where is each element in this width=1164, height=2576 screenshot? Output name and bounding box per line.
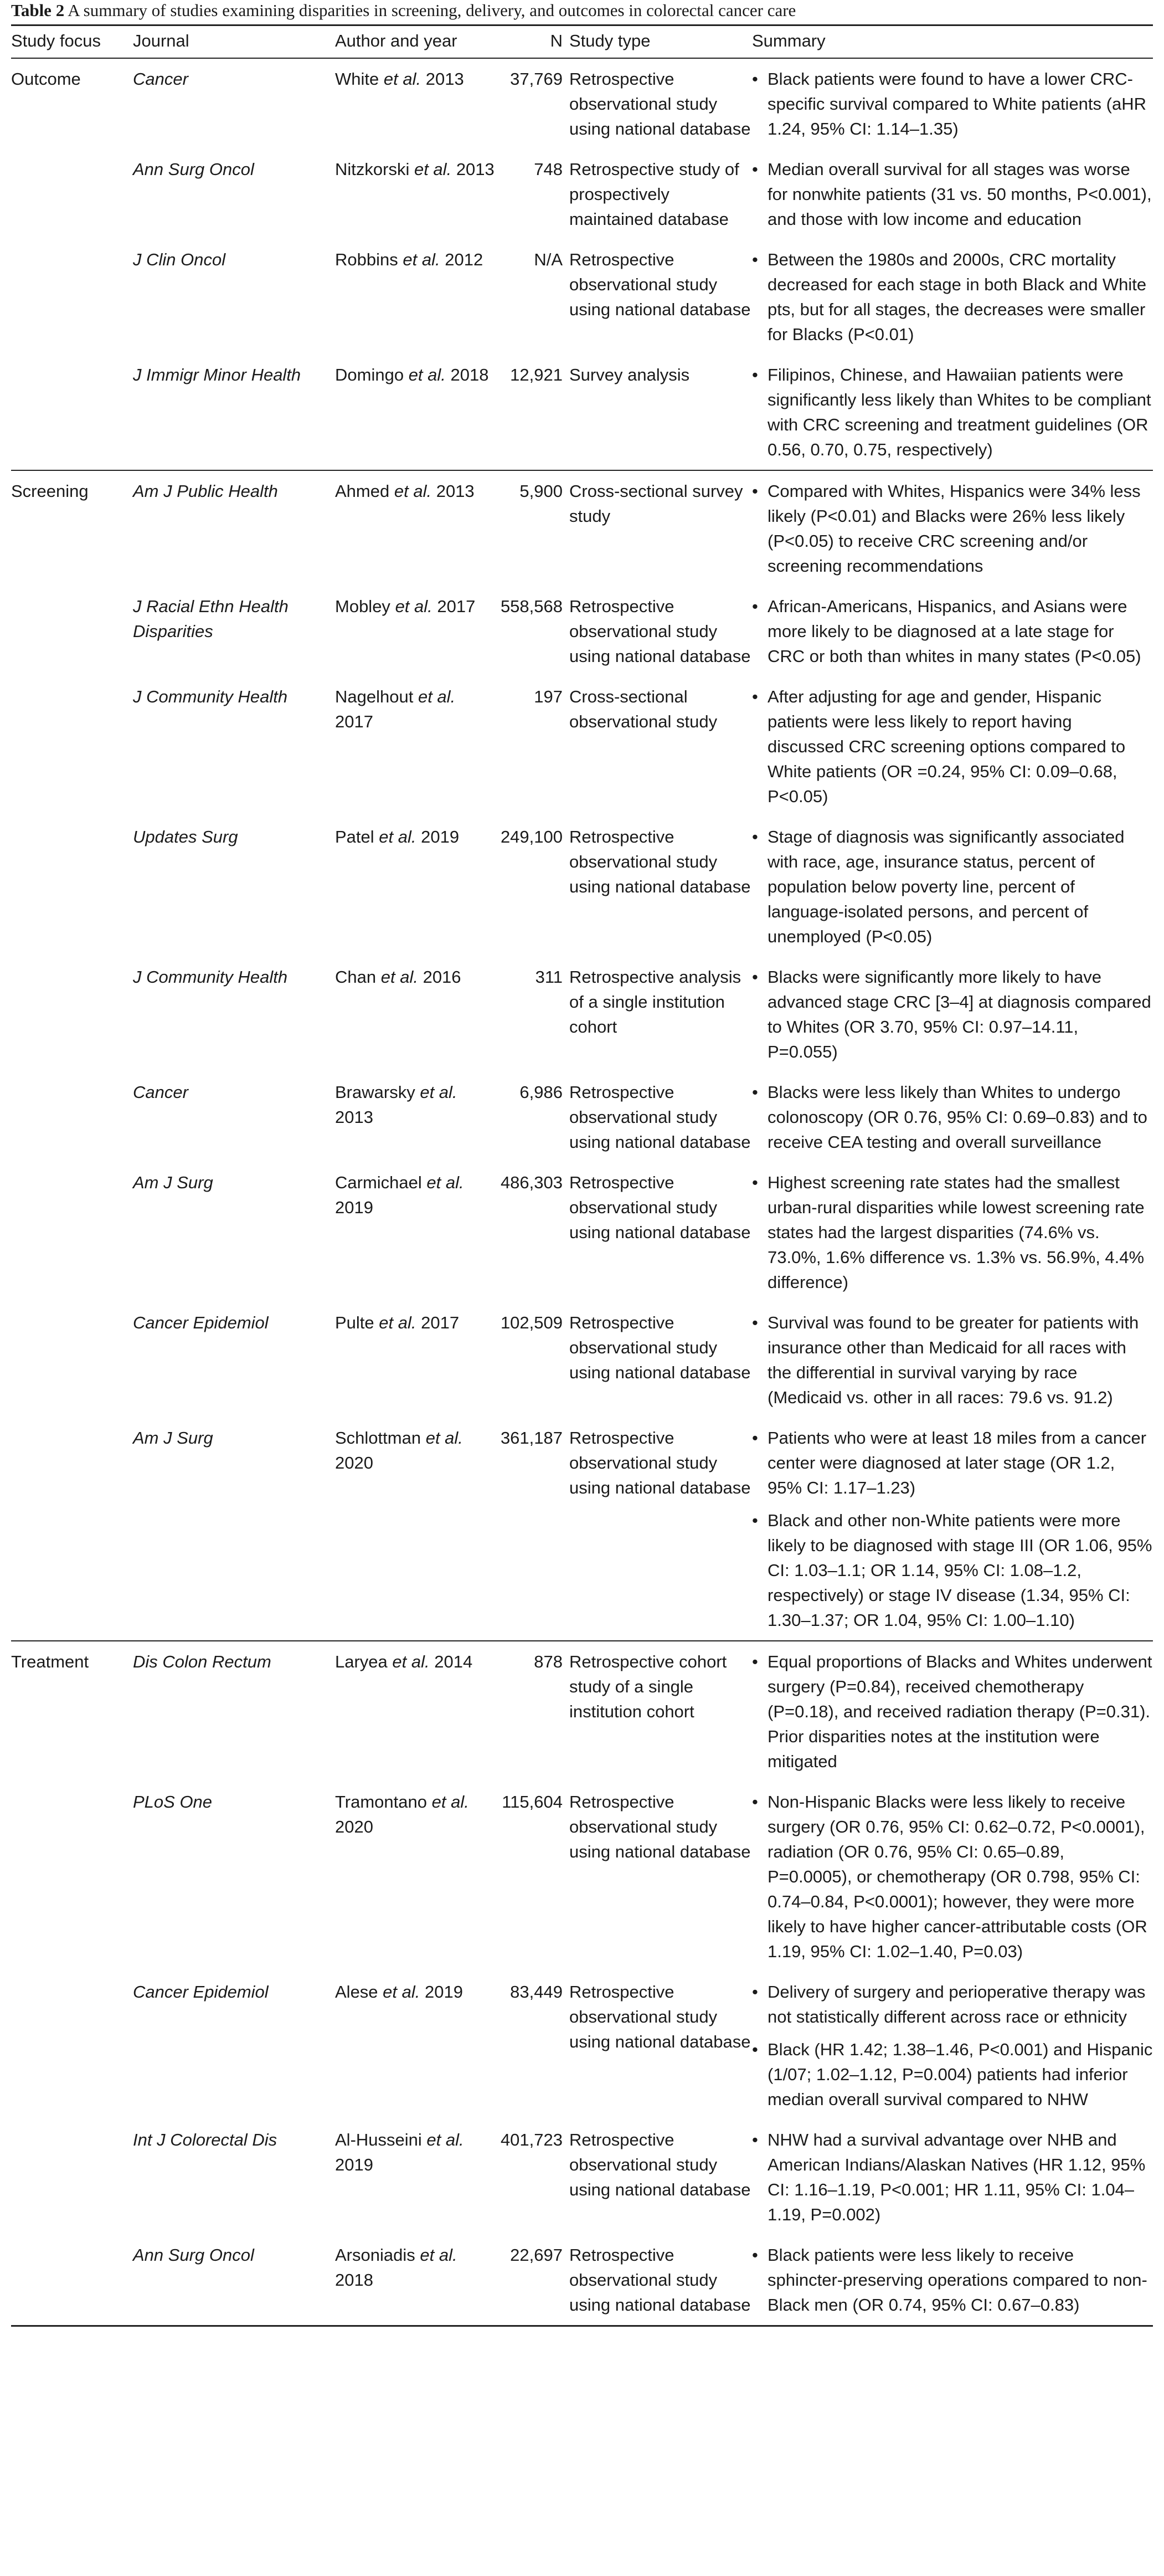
cell-summary — [752, 817, 1153, 957]
summary-point: • Non-Hispanic Blacks were less likely to receive surgery (OR 0.76, 95% CI: 0.62–0.72, P<0.0001), radiation (OR 0.76, 95% CI: 0.65–0.89, P=0.0005), or chemotherapy (OR 0.798, 95% CI: 0.74–0.84, P<0.0001); however, they were more likely to have higher cancer-attributable costs (OR 1.19, 95% CI: 1.02–1.40, P=0.03) — [752, 1789, 1153, 1964]
cell-study-type: Retrospective observational study using national database — [569, 1313, 751, 1382]
study-year: 2019 — [335, 1198, 373, 1217]
table-row — [11, 1782, 1153, 1972]
cell-summary — [752, 239, 1153, 355]
table-row — [11, 586, 1153, 676]
author-name: White — [335, 69, 379, 89]
study-year: 2019 — [335, 2155, 373, 2174]
table-row — [11, 817, 1153, 957]
study-year: 2019 — [421, 827, 460, 846]
study-year: 2016 — [423, 967, 461, 987]
table-row — [11, 355, 1153, 470]
study-year: 2014 — [434, 1652, 473, 1671]
cell-n: 115,604 — [502, 1792, 563, 1812]
cell-summary — [752, 957, 1153, 1072]
cell-author-year — [335, 586, 496, 676]
author-name: Patel — [335, 827, 374, 846]
et-al: et al. — [408, 365, 446, 384]
summary-point: • Filipinos, Chinese, and Hawaiian patients were significantly less likely than Whites to be compliant with CRC screening and treatment guidelines (OR 0.56, 0.70, 0.75, respectively) — [752, 362, 1153, 462]
cell-n: 249,100 — [500, 827, 563, 846]
cell-journal: J Community Health — [133, 967, 288, 987]
et-al: et al. — [431, 1792, 469, 1812]
et-al: et al. — [420, 2245, 457, 2265]
table-row — [11, 149, 1153, 239]
cell-study-type: Survey analysis — [569, 365, 690, 384]
study-year: 2020 — [335, 1453, 373, 1472]
author-name: Brawarsky — [335, 1082, 415, 1102]
author-name: Schlottman — [335, 1428, 421, 1448]
cell-study-type: Retrospective observational study using national database — [569, 1982, 751, 2051]
cell-n: 83,449 — [510, 1982, 563, 2002]
table-label: Table 2 — [11, 1, 65, 20]
summary-point: • Black patients were less likely to receive sphincter-preserving operations compared to non-Black men (OR 0.74, 95% CI: 0.67–0.83) — [752, 2243, 1153, 2317]
et-al: et al. — [383, 69, 421, 89]
header-journal: Journal — [133, 25, 335, 59]
author-name: Laryea — [335, 1652, 388, 1671]
cell-study-type: Retrospective observational study using national database — [569, 250, 751, 319]
cell-study-type: Retrospective observational study using national database — [569, 827, 751, 896]
study-year: 2017 — [437, 597, 476, 616]
et-al: et al. — [420, 1082, 457, 1102]
cell-journal: Ann Surg Oncol — [133, 2235, 335, 2326]
et-al: et al. — [394, 481, 432, 501]
cell-author-year — [335, 1302, 496, 1418]
et-al: et al. — [380, 967, 418, 987]
et-al: et al. — [418, 687, 456, 706]
author-name: Mobley — [335, 597, 390, 616]
cell-author-year — [335, 149, 496, 239]
cell-summary — [752, 58, 1153, 149]
et-al: et al. — [379, 827, 416, 846]
cell-n: 6,986 — [519, 1082, 563, 1102]
summary-point: • Black (HR 1.42; 1.38–1.46, P<0.001) and Hispanic (1/07; 1.02–1.12, P=0.004) patients had inferior median overall survival compared to NHW — [752, 2037, 1153, 2112]
study-year: 2020 — [335, 1817, 373, 1836]
cell-n: 311 — [535, 967, 563, 987]
summary-point: • NHW had a survival advantage over NHB and American Indians/Alaskan Natives (HR 1.12, 95% CI: 1.16–1.19, P<0.001; HR 1.11, 95% CI: 1.04–1.19, P=0.002) — [752, 2127, 1153, 2227]
cell-author-year — [335, 817, 496, 957]
study-year: 2013 — [436, 481, 475, 501]
et-al: et al. — [395, 597, 432, 616]
cell-author-year — [335, 2120, 496, 2235]
cell-study-type: Retrospective observational study using national database — [569, 1428, 751, 1497]
cell-study-focus — [11, 957, 133, 1072]
table-row — [11, 2235, 1153, 2326]
cell-author-year — [335, 1641, 496, 1782]
cell-n: 102,509 — [500, 1313, 563, 1332]
table-row — [11, 1072, 1153, 1162]
et-al: et al. — [383, 1982, 420, 2002]
cell-n: 401,723 — [500, 2130, 563, 2149]
study-year: 2013 — [335, 1107, 373, 1127]
summary-point: • Patients who were at least 18 miles from a cancer center were diagnosed at later stage (OR 1.2, 95% CI: 1.17–1.23) — [752, 1425, 1153, 1500]
cell-study-focus — [11, 355, 133, 470]
author-name: Alese — [335, 1982, 378, 2002]
table-row — [11, 1641, 1153, 1782]
cell-journal: J Clin Oncol — [133, 250, 226, 269]
cell-n: N/A — [534, 250, 563, 269]
cell-summary — [752, 355, 1153, 470]
cell-study-focus: Screening — [11, 470, 133, 586]
cell-journal: Cancer Epidemiol — [133, 1982, 269, 2002]
author-name: Pulte — [335, 1313, 374, 1332]
cell-study-type: Retrospective observational study using national database — [569, 2235, 752, 2326]
table-row — [11, 2120, 1153, 2235]
study-year: 2013 — [425, 69, 464, 89]
cell-summary — [752, 2235, 1153, 2326]
cell-author-year — [335, 1072, 496, 1162]
summary-point: • Survival was found to be greater for patients with insurance other than Medicaid for all races with the differential in survival varying by race (Medicaid vs. other in all races: 79.6 vs. 91.2) — [752, 1310, 1153, 1410]
cell-author-year — [335, 957, 496, 1072]
table-row — [11, 239, 1153, 355]
cell-study-type: Cross-sectional observational study — [569, 687, 718, 731]
study-year: 2018 — [450, 365, 489, 384]
cell-summary — [752, 1782, 1153, 1972]
cell-study-focus — [11, 586, 133, 676]
header-summary: Summary — [752, 25, 1153, 59]
summary-point: • Equal proportions of Blacks and Whites underwent surgery (P=0.84), received chemotherapy (P=0.18), and received radiation therapy (P=0.31). Prior disparities notes at the institution were mitigated — [752, 1649, 1153, 1774]
cell-study-type: Retrospective observational study using national database — [569, 1173, 751, 1242]
cell-summary — [752, 1302, 1153, 1418]
cell-n: 197 — [534, 687, 563, 706]
cell-author-year — [335, 355, 496, 470]
cell-author-year — [335, 676, 496, 817]
cell-n: 748 — [534, 160, 563, 179]
cell-study-type: Retrospective observational study using national database — [569, 2130, 751, 2199]
study-year: 2013 — [456, 160, 495, 179]
cell-n: 878 — [496, 1641, 569, 1782]
et-al: et al. — [426, 2130, 464, 2149]
cell-summary — [752, 2120, 1153, 2235]
author-name: Nitzkorski — [335, 160, 410, 179]
cell-study-focus — [11, 1782, 133, 1972]
summary-point: • Median overall survival for all stages was worse for nonwhite patients (31 vs. 50 months, P<0.001), and those with low income and education — [752, 157, 1153, 232]
summary-point: • Delivery of surgery and perioperative therapy was not statistically different across race or ethnicity — [752, 1979, 1153, 2029]
et-al: et al. — [392, 1652, 430, 1671]
author-name: Ahmed — [335, 481, 390, 501]
summary-point: • Between the 1980s and 2000s, CRC mortality decreased for each stage in both Black and White pts, but for all stages, the decreases were smaller for Blacks (P<0.01) — [752, 247, 1153, 347]
cell-study-focus — [11, 676, 133, 817]
cell-study-type: Retrospective observational study using national database — [569, 1792, 751, 1861]
cell-journal: Cancer — [133, 69, 188, 89]
cell-journal: Int J Colorectal Dis — [133, 2130, 277, 2149]
summary-point: • African-Americans, Hispanics, and Asians were more likely to be diagnosed at a late stage for CRC or both than whites in many states (P<0.05) — [752, 594, 1153, 669]
cell-author-year — [335, 1162, 496, 1302]
cell-n: 5,900 — [496, 470, 569, 586]
author-name: Nagelhout — [335, 687, 414, 706]
et-al: et al. — [414, 160, 452, 179]
cell-study-type: Retrospective observational study using national database — [569, 597, 751, 666]
et-al: et al. — [403, 250, 440, 269]
cell-n: 486,303 — [500, 1173, 563, 1192]
cell-study-focus — [11, 2235, 133, 2326]
table-caption — [11, 0, 1153, 21]
author-name: Robbins — [335, 250, 398, 269]
cell-study-type: Cross-sectional survey study — [569, 470, 752, 586]
cell-summary — [752, 149, 1153, 239]
cell-journal: Ann Surg Oncol — [133, 160, 254, 179]
author-name: Carmichael — [335, 1173, 422, 1192]
summary-point: • Stage of diagnosis was significantly associated with race, age, insurance status, percent of population below poverty line, percent of language-isolated persons, and percent of unemployed (P<0.05) — [752, 824, 1153, 949]
cell-n: 12,921 — [510, 365, 563, 384]
cell-n: 558,568 — [500, 597, 563, 616]
cell-study-focus — [11, 2120, 133, 2235]
cell-study-focus: Outcome — [11, 69, 81, 89]
cell-summary — [752, 586, 1153, 676]
cell-n: 22,697 — [496, 2235, 569, 2326]
summary-point: • After adjusting for age and gender, Hispanic patients were less likely to report having discussed CRC screening options compared to White patients (OR =0.24, 95% CI: 0.09–0.68, P<0.05) — [752, 684, 1153, 809]
cell-journal: Dis Colon Rectum — [133, 1641, 335, 1782]
cell-n: 361,187 — [500, 1428, 563, 1448]
summary-point: • Blacks were significantly more likely to have advanced stage CRC [3–4] at diagnosis compared to Whites (OR 3.70, 95% CI: 0.97–14.11, P=0.055) — [752, 964, 1153, 1064]
table-caption-text: A summary of studies examining disparities in screening, delivery, and outcomes in colorectal cancer care — [68, 1, 796, 20]
header-author-year: Author and year — [335, 25, 496, 59]
cell-author-year — [335, 2235, 496, 2326]
summary-point: • Black and other non-White patients were more likely to be diagnosed with stage III (OR 1.06, 95% CI: 1.03–1.1; OR 1.14, 95% CI: 1.08–1.2, respectively) or stage IV disease (1.34, 95% CI: 1.30–1.37; OR 1.04, 95% CI: 1.00–1.10) — [752, 1508, 1153, 1633]
cell-study-focus — [11, 1302, 133, 1418]
table-row — [11, 58, 1153, 149]
et-al: et al. — [425, 1428, 463, 1448]
cell-author-year — [335, 1972, 496, 2120]
cell-author-year — [335, 58, 496, 149]
cell-journal: J Racial Ethn Health Disparities — [133, 597, 289, 641]
et-al: et al. — [426, 1173, 464, 1192]
cell-n: 37,769 — [510, 69, 563, 89]
cell-journal: Cancer Epidemiol — [133, 1313, 269, 1332]
cell-author-year — [335, 1418, 496, 1641]
cell-study-type: Retrospective analysis of a single institution cohort — [569, 967, 741, 1036]
cell-summary — [752, 470, 1153, 586]
cell-study-type: Retrospective observational study using national database — [569, 69, 751, 138]
cell-study-focus — [11, 817, 133, 957]
summary-point: • Highest screening rate states had the smallest urban-rural disparities while lowest screening rate states had the largest disparities (74.6% vs. 73.0%, 1.6% difference vs. 1.3% vs. 56.9%, 4.4% difference) — [752, 1170, 1153, 1295]
table-body — [11, 58, 1153, 2326]
study-year: 2017 — [421, 1313, 460, 1332]
table-row — [11, 957, 1153, 1072]
author-name: Domingo — [335, 365, 404, 384]
cell-study-type: Retrospective cohort study of a single institution cohort — [569, 1641, 752, 1782]
cell-summary — [752, 1972, 1153, 2120]
cell-summary — [752, 676, 1153, 817]
cell-study-focus — [11, 1972, 133, 2120]
studies-table — [11, 24, 1153, 2327]
cell-journal: PLoS One — [133, 1792, 213, 1812]
author-name: Tramontano — [335, 1792, 427, 1812]
header-n: N — [496, 25, 569, 59]
cell-journal: J Community Health — [133, 687, 288, 706]
cell-journal: Am J Surg — [133, 1173, 213, 1192]
summary-point: • Compared with Whites, Hispanics were 34% less likely (P<0.01) and Blacks were 26% less likely (P<0.05) to receive CRC screening and/or screening recommendations — [752, 479, 1153, 578]
study-year: 2019 — [425, 1982, 463, 2002]
cell-study-focus — [11, 1418, 133, 1641]
header-study-type: Study type — [569, 25, 752, 59]
cell-study-focus: Treatment — [11, 1641, 133, 1782]
cell-study-type: Retrospective observational study using national database — [569, 1082, 751, 1152]
table-row — [11, 676, 1153, 817]
cell-author-year — [335, 470, 496, 586]
cell-study-type: Retrospective study of prospectively maintained database — [569, 160, 739, 229]
cell-study-focus — [11, 1162, 133, 1302]
cell-author-year — [335, 239, 496, 355]
cell-journal: Am J Public Health — [133, 470, 335, 586]
table-header-row — [11, 25, 1153, 59]
cell-study-focus — [11, 239, 133, 355]
table-row — [11, 470, 1153, 586]
cell-summary — [752, 1418, 1153, 1641]
author-name: Chan — [335, 967, 377, 987]
study-year: 2012 — [445, 250, 483, 269]
author-name: Arsoniadis — [335, 2245, 415, 2265]
study-year: 2018 — [335, 2270, 373, 2290]
author-name: Al-Husseini — [335, 2130, 422, 2149]
cell-journal: J Immigr Minor Health — [133, 365, 301, 384]
et-al: et al. — [379, 1313, 416, 1332]
cell-journal: Updates Surg — [133, 827, 238, 846]
table-row — [11, 1162, 1153, 1302]
cell-summary — [752, 1162, 1153, 1302]
cell-study-focus — [11, 149, 133, 239]
cell-study-focus — [11, 1072, 133, 1162]
cell-summary — [752, 1641, 1153, 1782]
table-row — [11, 1418, 1153, 1641]
cell-author-year — [335, 1782, 496, 1972]
summary-point: • Black patients were found to have a lower CRC-specific survival compared to White patients (aHR 1.24, 95% CI: 1.14–1.35) — [752, 66, 1153, 141]
study-year: 2017 — [335, 712, 373, 731]
cell-journal: Am J Surg — [133, 1428, 213, 1448]
cell-summary — [752, 1072, 1153, 1162]
cell-journal: Cancer — [133, 1082, 188, 1102]
header-study-focus: Study focus — [11, 25, 133, 59]
table-row — [11, 1302, 1153, 1418]
summary-point: • Blacks were less likely than Whites to undergo colonoscopy (OR 0.76, 95% CI: 0.69–0.83) and to receive CEA testing and overall surveillance — [752, 1080, 1153, 1154]
table-row — [11, 1972, 1153, 2120]
